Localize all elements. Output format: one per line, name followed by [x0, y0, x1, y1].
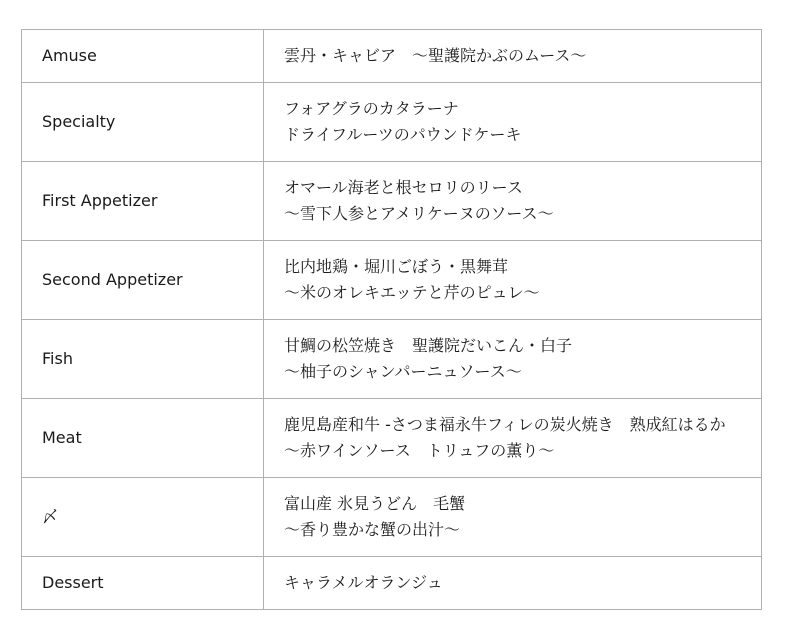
- course-menu-body: [22, 30, 762, 610]
- course-name: Dessert: [22, 557, 264, 610]
- dish-line: オマール海老と根セロリのリース: [284, 178, 523, 197]
- dish-line: キャラメルオランジュ: [284, 573, 443, 592]
- dish-description: [264, 478, 762, 557]
- course-menu-table: [21, 29, 762, 610]
- table-row-dessert: [22, 557, 762, 610]
- dish-line: 〜柚子のシャンパーニュソース〜: [284, 362, 522, 381]
- course-name: Amuse: [22, 30, 264, 83]
- dish-line: 鹿児島産和牛 -さつま福永牛フィレの炭火焼き 熟成紅はるか: [284, 415, 726, 434]
- dish-description: [264, 557, 762, 610]
- course-name: 〆: [22, 478, 264, 557]
- table-row-meat: [22, 399, 762, 478]
- table-row-amuse: [22, 30, 762, 83]
- dish-line: 〜米のオレキエッテと芹のピュレ〜: [284, 283, 540, 302]
- dish-line: 富山産 氷見うどん 毛蟹: [284, 494, 466, 513]
- table-row-first-appetizer: [22, 162, 762, 241]
- course-name: Fish: [22, 320, 264, 399]
- dish-line: 甘鯛の松笠焼き 聖護院だいこん・白子: [284, 336, 573, 355]
- dish-description: [264, 320, 762, 399]
- dish-line: フォアグラのカタラーナ: [284, 99, 459, 118]
- course-name: Specialty: [22, 83, 264, 162]
- dish-line: ドライフルーツのパウンドケーキ: [284, 125, 522, 144]
- dish-line: 〜香り豊かな蟹の出汁〜: [284, 520, 461, 539]
- dish-line: 〜雪下人参とアメリケーヌのソース〜: [284, 204, 554, 223]
- dish-line: 〜赤ワインソース トリュフの薫り〜: [284, 441, 555, 460]
- dish-description: [264, 83, 762, 162]
- dish-description: [264, 30, 762, 83]
- table-row-fish: [22, 320, 762, 399]
- dish-line: 比内地鶏・堀川ごぼう・黒舞茸: [284, 257, 509, 276]
- dish-description: [264, 399, 762, 478]
- dish-line: 雲丹・キャビア 〜聖護院かぶのムース〜: [284, 46, 587, 65]
- table-row-shime: [22, 478, 762, 557]
- dish-description: [264, 241, 762, 320]
- course-name: First Appetizer: [22, 162, 264, 241]
- course-name: Second Appetizer: [22, 241, 264, 320]
- course-name: Meat: [22, 399, 264, 478]
- table-row-specialty: [22, 83, 762, 162]
- table-row-second-appetizer: [22, 241, 762, 320]
- dish-description: [264, 162, 762, 241]
